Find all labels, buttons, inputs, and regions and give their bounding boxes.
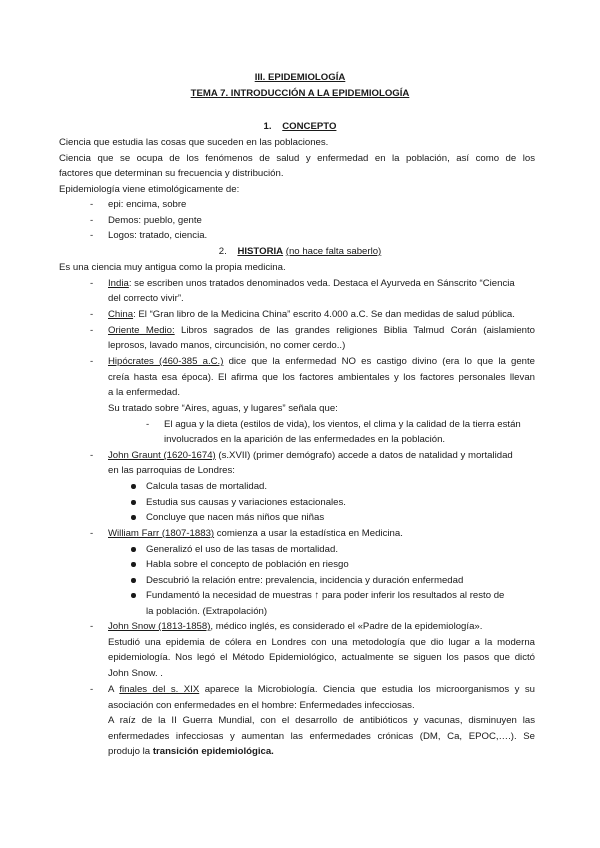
bullet-dot [131, 547, 136, 552]
etymology-item: Demos: pueblo, gente [108, 215, 202, 226]
oriente-line-1: Oriente Medio: Libros sagrados de las grandes religiones Biblia Talmud Corán (aislamiento [108, 325, 535, 336]
india-label: India [108, 278, 129, 289]
india-line-1: India: se escriben unos tratados denominados veda. Destaca el Ayurveda en Sánscrito “Ciencia [108, 278, 515, 289]
farr-bullet-4-line-1: Fundamentó la necesidad de muestras ↑ para poder inferir los resultados al resto de [146, 590, 505, 601]
section-historia-heading [0, 246, 600, 258]
snow-line-3: epidemiología. Nos legó el Método Epidemiológico, actualmente se siguen los pasos que dictó [108, 652, 535, 663]
hipocrates-line-1: Hipócrates (460-385 a.C.) dice que la enfermedad NO es castigo divino (era lo que la gente [108, 356, 535, 367]
section-concepto-heading [0, 121, 600, 133]
china-line: China: El “Gran libro de la Medicina China” escrito 4.000 a.C. Se dan medidas de salud pública. [108, 309, 515, 320]
hipocrates-treatise: Su tratado sobre “Aires, aguas, y lugares” señala que: [108, 403, 338, 414]
farr-bullet: Habla sobre el concepto de población en riesgo [146, 559, 349, 570]
graunt-bullet: Calcula tasas de mortalidad. [146, 481, 268, 492]
graunt-bullet: Estudia sus causas y variaciones estacionales. [146, 497, 346, 508]
xix-line-5: produjo la transición epidemiológica. [108, 746, 274, 757]
list-dash: - [90, 199, 94, 210]
section-title: CONCEPTO [282, 121, 337, 132]
farr-label: William Farr (1807-1883) [108, 528, 215, 539]
unit-title: III. EPIDEMIOLOGÍA [254, 72, 346, 83]
etymology-item: Logos: tratado, ciencia. [108, 230, 208, 241]
oriente-label: Oriente Medio: [108, 325, 175, 336]
snow-line-4: John Snow. . [108, 668, 163, 679]
list-dash: - [90, 621, 94, 632]
farr-line: William Farr (1807-1883) comienza a usar la estadística en Medicina. [108, 528, 403, 539]
xix-line-4: enfermedades infecciosas y aumentan las enfermedades crónicas (DM, Ca, EPOC,….). Se [108, 731, 535, 742]
snow-line-2: Estudió una epidemia de cólera en Londres con una metodología que dio lugar a la moderna [108, 637, 535, 648]
list-dash: - [90, 230, 94, 241]
hipocrates-sub-line-2: involucrados en la aparición de las enfermedades en la población. [164, 434, 446, 445]
bullet-dot [131, 578, 136, 583]
section-number: 1. [263, 121, 272, 132]
india-line-2: del correcto vivir”. [108, 293, 184, 304]
definition-2-line-1: Ciencia que se ocupa de los fenómenos de salud y enfermedad en la población, así como de los [59, 153, 535, 164]
farr-bullet: Generalizó el uso de las tasas de mortalidad. [146, 544, 338, 555]
topic-title: TEMA 7. INTRODUCCIÓN A LA EPIDEMIOLOGÍA [190, 88, 410, 99]
list-dash: - [90, 215, 94, 226]
etymology-item: epi: encima, sobre [108, 199, 187, 210]
list-dash: - [90, 309, 94, 320]
graunt-label: John Graunt (1620-1674) [108, 450, 216, 461]
bullet-dot [131, 500, 136, 505]
bullet-dot [131, 515, 136, 520]
xix-label: finales del s. XIX [119, 684, 200, 695]
definition-2-line-2: factores que determinan su frecuencia y distribución. [59, 168, 284, 179]
snow-line-1: John Snow (1813-1858), médico inglés, es considerado el «Padre de la epidemiología». [108, 621, 483, 632]
transition-term: transición epidemiológica. [152, 746, 274, 757]
china-label: China [108, 309, 134, 320]
bullet-dot [131, 484, 136, 489]
list-dash: - [90, 356, 94, 367]
hipocrates-line-2: creía hasta esa época). El afirma que los factores ambientales y los factores personales llevan [108, 372, 535, 383]
list-dash: - [90, 278, 94, 289]
list-dash: - [90, 450, 94, 461]
graunt-line-2: en las parroquias de Londres: [108, 465, 235, 476]
oriente-line-2: leprosos, lavado manos, circuncisión, no comer cerdo..) [108, 340, 346, 351]
graunt-bullet: Concluye que nacen más niños que niñas [146, 512, 325, 523]
bullet-dot [131, 562, 136, 567]
xix-line-1: A finales del s. XIX aparece la Microbiología. Ciencia que estudia los microorganismos y su [108, 684, 535, 695]
farr-bullet-4-line-2: la población. (Extrapolación) [146, 606, 268, 617]
hipocrates-sub-line-1: El agua y la dieta (estilos de vida), los vientos, el clima y la calidad de la tierra están [164, 419, 521, 430]
hipocrates-label: Hipócrates (460-385 a.C.) [108, 356, 224, 367]
list-dash: - [146, 419, 150, 430]
historia-intro: Es una ciencia muy antigua como la propia medicina. [59, 262, 286, 273]
list-dash: - [90, 528, 94, 539]
section-note: (no hace falta saberlo) [285, 246, 382, 257]
xix-line-3: A raíz de la II Guerra Mundial, con el desarrollo de antibióticos y vacunas, disminuyen las [108, 715, 535, 726]
list-dash: - [90, 684, 94, 695]
list-dash: - [90, 325, 94, 336]
section-title: HISTORIA [237, 246, 284, 257]
bullet-dot [131, 593, 136, 598]
definition-1: Ciencia que estudia las cosas que suceden en las poblaciones. [59, 137, 329, 148]
etymology-intro: Epidemiología viene etimológicamente de: [59, 184, 240, 195]
hipocrates-line-3: a la enfermedad. [108, 387, 180, 398]
snow-label: John Snow (1813-1858) [108, 621, 211, 632]
graunt-line-1: John Graunt (1620-1674) (s.XVII) (primer demógrafo) accede a datos de natalidad y mortalidad [108, 450, 513, 461]
farr-bullet: Descubrió la relación entre: prevalencia, incidencia y duración enfermedad [146, 575, 464, 586]
xix-line-2: asociación con enfermedades en el hombre: Enfermedades infecciosas. [108, 700, 415, 711]
section-number: 2. [218, 246, 227, 257]
